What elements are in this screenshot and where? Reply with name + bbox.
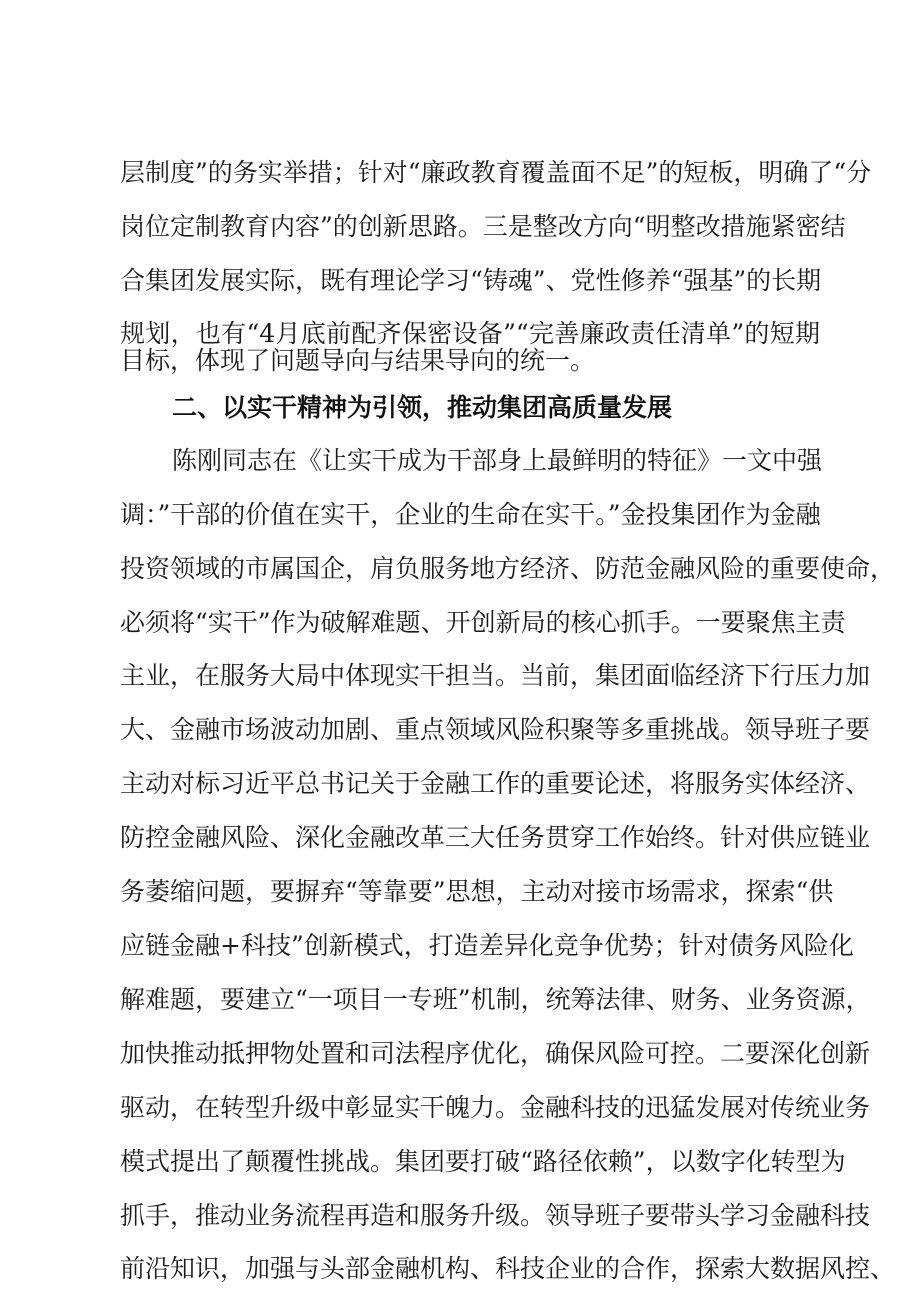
paragraph-line: 应链金融+科技”创新模式，打造差异化竞争优势；针对债务风险化 <box>120 931 854 960</box>
paragraph-line-first: 陈刚同志在《让实干成为干部身上最鲜明的特征》一文中强 <box>172 446 823 475</box>
section-heading: 二、以实干精神为引领，推动集团高质量发展 <box>172 393 673 422</box>
paragraph-line: 抓手，推动业务流程再造和服务升级。领导班子要带头学习金融科技 <box>120 1201 871 1230</box>
paragraph-line: 合集团发展实际，既有理论学习“铸魂”、党性修养“强基”的长期 <box>120 266 822 295</box>
paragraph-line: 务萎缩问题，要摒弃“等靠要”思想，主动对接市场需求，探索“供 <box>120 877 834 906</box>
paragraph-line: 层制度”的务实举措；针对“廉政教育覆盖面不足”的短板，明确了“分 <box>120 158 872 187</box>
paragraph-line: 投资领域的市属国企，肩负服务地方经济、防范金融风险的重要使命， <box>120 554 896 583</box>
paragraph-line: 防控金融风险、深化金融改革三大任务贯穿工作始终。针对供应链业 <box>120 823 871 852</box>
paragraph-line: 调：”干部的价值在实干，企业的生命在实干。”金投集团作为金融 <box>120 500 821 529</box>
paragraph-line: 必须将“实干”作为破解难题、开创新局的核心抓手。一要聚焦主责 <box>120 608 846 637</box>
paragraph-line: 模式提出了颠覆性挑战。集团要打破“路径依赖”，以数字化转型为 <box>120 1147 846 1176</box>
paragraph-line: 大、金融市场波动加剧、重点领域风险积聚等多重挑战。领导班子要 <box>120 715 871 744</box>
paragraph-line: 岗位定制教育内容”的创新思路。三是整改方向“明整改措施紧密结 <box>120 212 846 241</box>
paragraph-line: 解难题，要建立“一项目一专班”机制，统筹法律、财务、业务资源， <box>120 985 871 1014</box>
paragraph-line: 加快推动抵押物处置和司法程序优化，确保风险可控。二要深化创新 <box>120 1039 871 1068</box>
paragraph-line: 主动对标习近平总书记关于金融工作的重要论述，将服务实体经济、 <box>120 769 871 798</box>
paragraph-line: 驱动，在转型升级中彰显实干魄力。金融科技的迅猛发展对传统业务 <box>120 1093 871 1122</box>
paragraph-line-end: 目标，体现了问题导向与结果导向的统一。 <box>120 346 596 375</box>
paragraph-line: 规划，也有“4月底前配齐保密设备”“完善廉政责任清单”的短期 <box>120 319 820 348</box>
paragraph-line: 前沿知识，加强与头部金融机构、科技企业的合作，探索大数据风控、 <box>120 1254 896 1283</box>
paragraph-line: 主业，在服务大局中体现实干担当。当前，集团面临经济下行压力加 <box>120 661 871 690</box>
